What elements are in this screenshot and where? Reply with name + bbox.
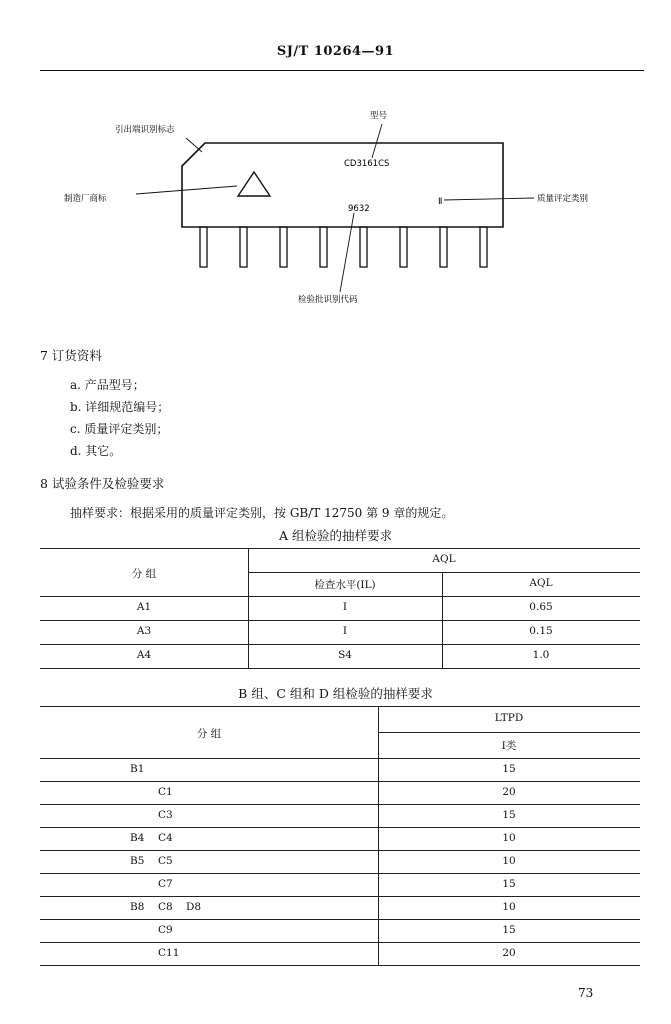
tableB-row-8-ltpd: 15 [502,924,516,936]
tableB-row-1-b: B1 [130,763,145,775]
label-manufacturer: 制造厂商标 [64,194,107,204]
tableB-row-9-c: C11 [158,947,180,959]
pin-1 [200,227,207,267]
order-item-c: c. 质量评定类别； [70,422,169,436]
section7-title: 7 订货资料 [40,348,102,363]
tableB-row-4-ltpd: 10 [502,832,516,844]
pin-2 [240,227,247,267]
order-item-b: b. 详细规范编号； [70,400,170,414]
tableB-head-ltpd: LTPD [494,712,524,724]
leader-model [372,124,382,158]
package-outline [182,143,503,227]
order-item-a: a. 产品型号； [70,378,145,392]
tableB-row-7-c: C8 [158,901,173,913]
tableA-row-3-group: A4 [136,649,152,661]
leader-manufacturer [136,186,237,194]
pin-8 [480,227,487,267]
tableB-row-8-c: C9 [158,924,173,936]
order-item-d: d. 其它。 [70,444,122,458]
pin-7 [440,227,447,267]
tableA-row-1-group: A1 [136,601,152,613]
tableB-row-4-b: B4 [130,832,145,844]
tableB-row-7-ltpd: 10 [502,901,516,913]
quality-mark: Ⅱ [438,197,443,207]
leader-quality [444,198,534,200]
tableB-row-7-b: B8 [130,901,145,913]
pin-5 [360,227,367,267]
tableB-row-5-b: B5 [130,855,145,867]
tableB-row-9-ltpd: 20 [502,947,516,959]
manufacturer-logo-triangle [238,172,270,196]
pins [200,227,487,267]
package-marking-diagram [0,90,671,315]
tableB-head-class: Ⅰ类 [501,740,517,752]
tableA-row-2-group: A3 [136,625,152,637]
tableA-row-1-level: I [342,601,348,613]
tableB-row-1-ltpd: 15 [502,763,516,775]
tableA-head-aql2: AQL [529,577,553,589]
section8-title: 8 试验条件及检验要求 [40,476,165,491]
tableB-row-2-c: C1 [158,786,173,798]
page-number: 73 [578,986,594,1000]
tableB-head-group: 分 组 [196,728,222,740]
tableA-row-3-level: S4 [338,649,352,661]
tableA-head-group: 分 组 [131,568,157,580]
tableA-head-level: 检查水平(IL) [314,579,376,591]
label-model: 型号 [370,111,388,121]
batch-code: 9632 [348,204,370,214]
label-pin-mark: 引出端识别标志 [115,125,175,135]
tableB-row-5-ltpd: 10 [502,855,516,867]
tableA-row-2-aql: 0.15 [529,625,553,637]
tableA-row-3-aql: 1.0 [532,649,550,661]
tableB-row-2-ltpd: 20 [502,786,516,798]
tableA-row-1-aql: 0.65 [529,601,553,613]
model-text: CD3161CS [344,159,390,169]
tableB-row-7-d: D8 [186,901,202,913]
pin-6 [400,227,407,267]
tableA-head-aql: AQL [432,553,456,565]
tableB-row-6-c: C7 [158,878,173,890]
tableB-row-5-c: C5 [158,855,173,867]
tableA-row-2-level: I [342,625,348,637]
tableB-title: B 组、C 组和 D 组检验的抽样要求 [238,686,433,701]
tableA-title: A 组检验的抽样要求 [278,528,392,543]
tableB-row-3-ltpd: 15 [502,809,516,821]
header-rule [40,70,644,71]
label-quality: 质量评定类别 [537,194,589,204]
pin-4 [320,227,327,267]
leader-batch [340,213,354,292]
sampling-requirement: 抽样要求：根据采用的质量评定类别，按 GB/T 12750 第 9 章的规定。 [70,506,454,520]
standard-header: SJ/T 10264—91 [276,44,395,59]
label-batch: 检验批识别代码 [298,295,358,305]
tableB-row-6-ltpd: 15 [502,878,516,890]
tableB-row-3-c: C3 [158,809,173,821]
pin-3 [280,227,287,267]
tableB-row-4-c: C4 [158,832,173,844]
leader-pin-mark [186,138,202,152]
